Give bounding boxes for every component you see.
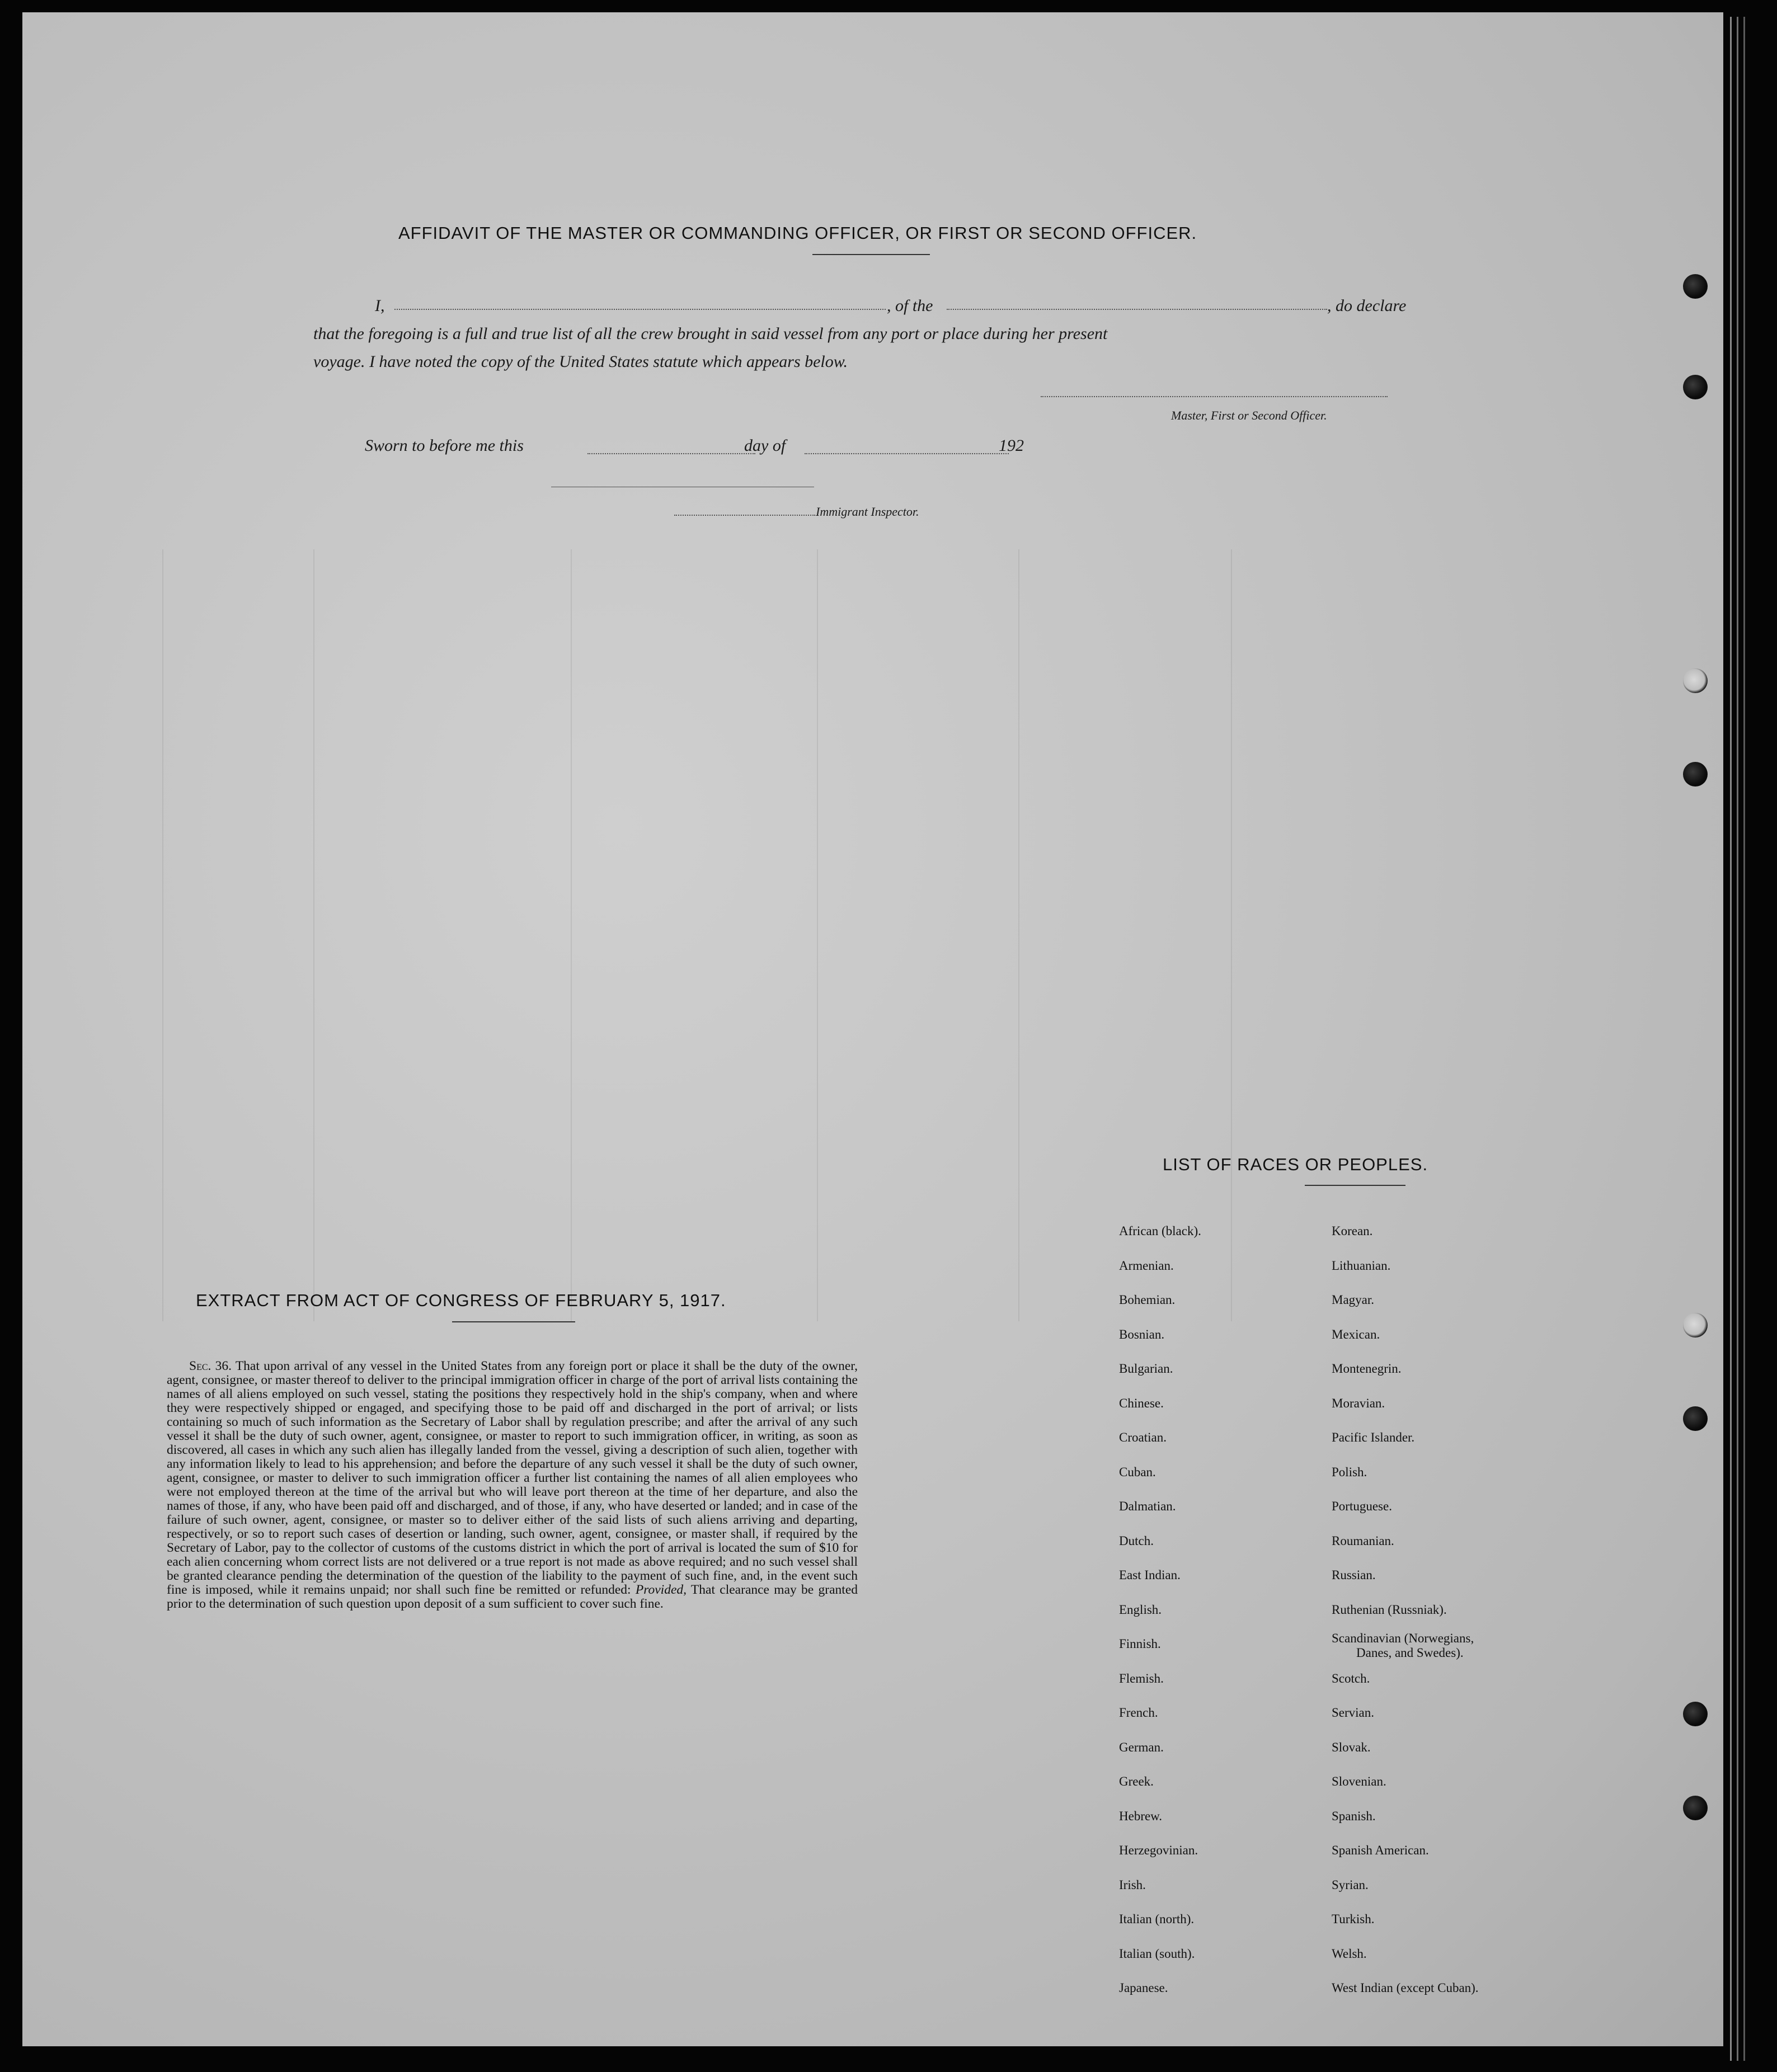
sworn-label: Sworn to before me this bbox=[365, 436, 524, 455]
extract-text-b: That clearance may be granted prior to the determination of such question upon deposit of a sum sufficient to cover such fine. bbox=[167, 1583, 858, 1611]
race-item: Servian. bbox=[1332, 1706, 1375, 1720]
race-item: Italian (north). bbox=[1119, 1912, 1195, 1926]
of-the-label: , of the bbox=[887, 296, 933, 315]
race-item: Spanish. bbox=[1332, 1809, 1376, 1823]
page-edge bbox=[1743, 17, 1745, 2061]
race-item: Portuguese. bbox=[1332, 1499, 1392, 1513]
race-item: Bohemian. bbox=[1119, 1293, 1176, 1307]
day-of-label: day of bbox=[744, 436, 786, 455]
race-item: Japanese. bbox=[1119, 1981, 1168, 1995]
race-item: East Indian. bbox=[1119, 1568, 1181, 1582]
page-edge bbox=[1737, 17, 1738, 2061]
race-item: Finnish. bbox=[1119, 1637, 1161, 1651]
race-item: Croatian. bbox=[1119, 1430, 1167, 1444]
races-title-underline bbox=[1305, 1185, 1405, 1186]
race-item: Scotch. bbox=[1332, 1671, 1370, 1685]
race-item: Turkish. bbox=[1332, 1912, 1375, 1926]
race-item: Hebrew. bbox=[1119, 1809, 1163, 1823]
provided-label: Provided, bbox=[635, 1583, 687, 1597]
race-item: West Indian (except Cuban). bbox=[1332, 1981, 1479, 1995]
binder-hole bbox=[1683, 375, 1708, 399]
declaration-line-2: voyage. I have noted the copy of the United States statute which appears below. bbox=[313, 352, 848, 371]
race-item: Irish. bbox=[1119, 1877, 1146, 1892]
race-item: Pacific Islander. bbox=[1332, 1430, 1415, 1444]
binder-hole bbox=[1683, 1313, 1708, 1338]
officer-signature-line[interactable] bbox=[1041, 396, 1388, 397]
binder-hole bbox=[1683, 274, 1708, 299]
race-item: English. bbox=[1119, 1602, 1162, 1617]
race-item-line: Danes, and Swedes). bbox=[1356, 1646, 1464, 1660]
inspector-signature-line[interactable] bbox=[674, 515, 815, 516]
race-item: Slovak. bbox=[1332, 1740, 1371, 1754]
page-edge bbox=[1730, 17, 1732, 2061]
race-item: Italian (south). bbox=[1119, 1946, 1195, 1961]
section-label: Sec. 36. bbox=[189, 1359, 232, 1373]
bleed-through-rule bbox=[313, 549, 314, 1321]
race-item: Roumanian. bbox=[1332, 1533, 1394, 1548]
year-label: 192 bbox=[999, 436, 1024, 455]
race-item: Dalmatian. bbox=[1119, 1499, 1176, 1513]
race-item: Russian. bbox=[1332, 1568, 1376, 1582]
title-underline bbox=[812, 254, 930, 255]
bleed-through-rule bbox=[1231, 549, 1232, 1321]
races-title: LIST OF RACES OR PEOPLES. bbox=[1163, 1155, 1428, 1174]
race-item: Armenian. bbox=[1119, 1258, 1174, 1273]
extract-body bbox=[167, 1359, 858, 1611]
race-item: German. bbox=[1119, 1740, 1164, 1754]
extract-title: EXTRACT FROM ACT OF CONGRESS OF FEBRUARY 5, 1917. bbox=[196, 1291, 726, 1310]
race-item: Montenegrin. bbox=[1332, 1362, 1402, 1376]
race-item: Chinese. bbox=[1119, 1396, 1164, 1410]
race-item: Korean. bbox=[1332, 1224, 1373, 1238]
declaration-line-1: that the foregoing is a full and true list of all the crew brought in said vessel from any port or place during her present bbox=[313, 324, 1108, 343]
declarant-label: I, bbox=[375, 296, 385, 315]
affidavit-title: AFFIDAVIT OF THE MASTER OR COMMANDING OFFICER, OR FIRST OR SECOND OFFICER. bbox=[398, 223, 1197, 243]
declarant-name-line[interactable] bbox=[394, 309, 886, 310]
race-item: Mexican. bbox=[1332, 1327, 1380, 1341]
bleed-through-rule bbox=[817, 549, 818, 1321]
sworn-month-line[interactable] bbox=[805, 453, 1009, 454]
officer-signature-label: Master, First or Second Officer. bbox=[1171, 408, 1327, 422]
race-item: Cuban. bbox=[1119, 1464, 1156, 1479]
race-item: Bosnian. bbox=[1119, 1327, 1165, 1341]
race-item: Herzegovinian. bbox=[1119, 1843, 1198, 1857]
vessel-name-line[interactable] bbox=[947, 309, 1327, 310]
race-item: Magyar. bbox=[1332, 1293, 1375, 1307]
inspector-label: Immigrant Inspector. bbox=[816, 505, 919, 519]
race-item-line: Scandinavian (Norwegians, bbox=[1332, 1631, 1474, 1645]
race-item: French. bbox=[1119, 1706, 1158, 1720]
race-item: Bulgarian. bbox=[1119, 1362, 1173, 1376]
races-left-column bbox=[1119, 1214, 1201, 2005]
binder-hole bbox=[1683, 1796, 1708, 1820]
race-item: Slovenian. bbox=[1332, 1774, 1386, 1788]
extract-text-a: That upon arrival of any vessel in the United States from any foreign port or place it shall be the duty of the owner, agent, consignee, or master thereof to deliver to the principal immigration officer in charge of the port of arrival lists containing the names of all aliens employed on such vessel, stating the positions they respectively hold in the ship's company, when and where they were respectively shipped or engaged, and specifying those to be paid off and discharged in the port of arrival; or lists containing so much of such information as the Secretary of Labor shall by regulation prescribe; and after the arrival of any such vessel it shall be the duty of such owner, agent, consignee, or master to report to such immigration officer, in writing, as soon as discovered, all cases in which any such alien has illegally landed from the vessel, giving a description of such alien, together with any information likely to lead to his apprehension; and before the departure of any such vessel it shall be the duty of such owner, agent, consignee, or master to deliver to such immigration officer a further list containing the names of all alien employees who were not employed thereon at the time of the arrival but who will leave port thereon at the time of her departure, and also the names of those, if any, who have been paid off and discharged, and of those, if any, who have deserted or landed; and in case of the failure of such owner, agent, consignee, or master so to deliver either of the said lists of such aliens arriving and departing, respectively, or so to report such cases of desertion or landing, such owner, agent, consignee, or master shall, if required by the Secretary of Labor, pay to the collector of customs of the customs district in which the port of arrival is located the sum of $10 for each alien concerning whom correct lists are not delivered or a true report is not made as above required; and no such vessel shall be granted clearance pending the determination of the question of the liability to the payment of such fine, and, in the event such fine is imposed, while it remains unpaid; nor shall such fine be remitted or refunded: bbox=[167, 1359, 858, 1597]
race-item: Lithuanian. bbox=[1332, 1258, 1391, 1273]
race-item: Welsh. bbox=[1332, 1946, 1367, 1961]
binder-hole bbox=[1683, 668, 1708, 693]
bleed-through-rule bbox=[162, 549, 163, 1321]
race-item: Moravian. bbox=[1332, 1396, 1385, 1410]
sworn-day-line[interactable] bbox=[587, 453, 755, 454]
bleed-through-rule bbox=[1018, 549, 1019, 1321]
race-item: Greek. bbox=[1119, 1774, 1154, 1788]
extract-title-underline bbox=[452, 1321, 575, 1322]
form-page bbox=[22, 12, 1723, 2046]
do-declare-label: , do declare bbox=[1327, 296, 1407, 315]
binder-hole bbox=[1683, 1702, 1708, 1726]
race-item: African (black). bbox=[1119, 1224, 1201, 1238]
bleed-through-rule bbox=[571, 549, 572, 1321]
binder-hole bbox=[1683, 1406, 1708, 1431]
race-item: Ruthenian (Russniak). bbox=[1332, 1602, 1447, 1617]
race-item: Flemish. bbox=[1119, 1671, 1164, 1685]
race-item-scandinavian bbox=[1332, 1627, 1479, 1661]
race-item: Dutch. bbox=[1119, 1533, 1154, 1548]
races-right-column bbox=[1332, 1214, 1479, 2005]
race-item: Syrian. bbox=[1332, 1877, 1369, 1892]
race-item: Polish. bbox=[1332, 1464, 1367, 1479]
binder-hole bbox=[1683, 762, 1708, 787]
race-item: Spanish American. bbox=[1332, 1843, 1429, 1857]
